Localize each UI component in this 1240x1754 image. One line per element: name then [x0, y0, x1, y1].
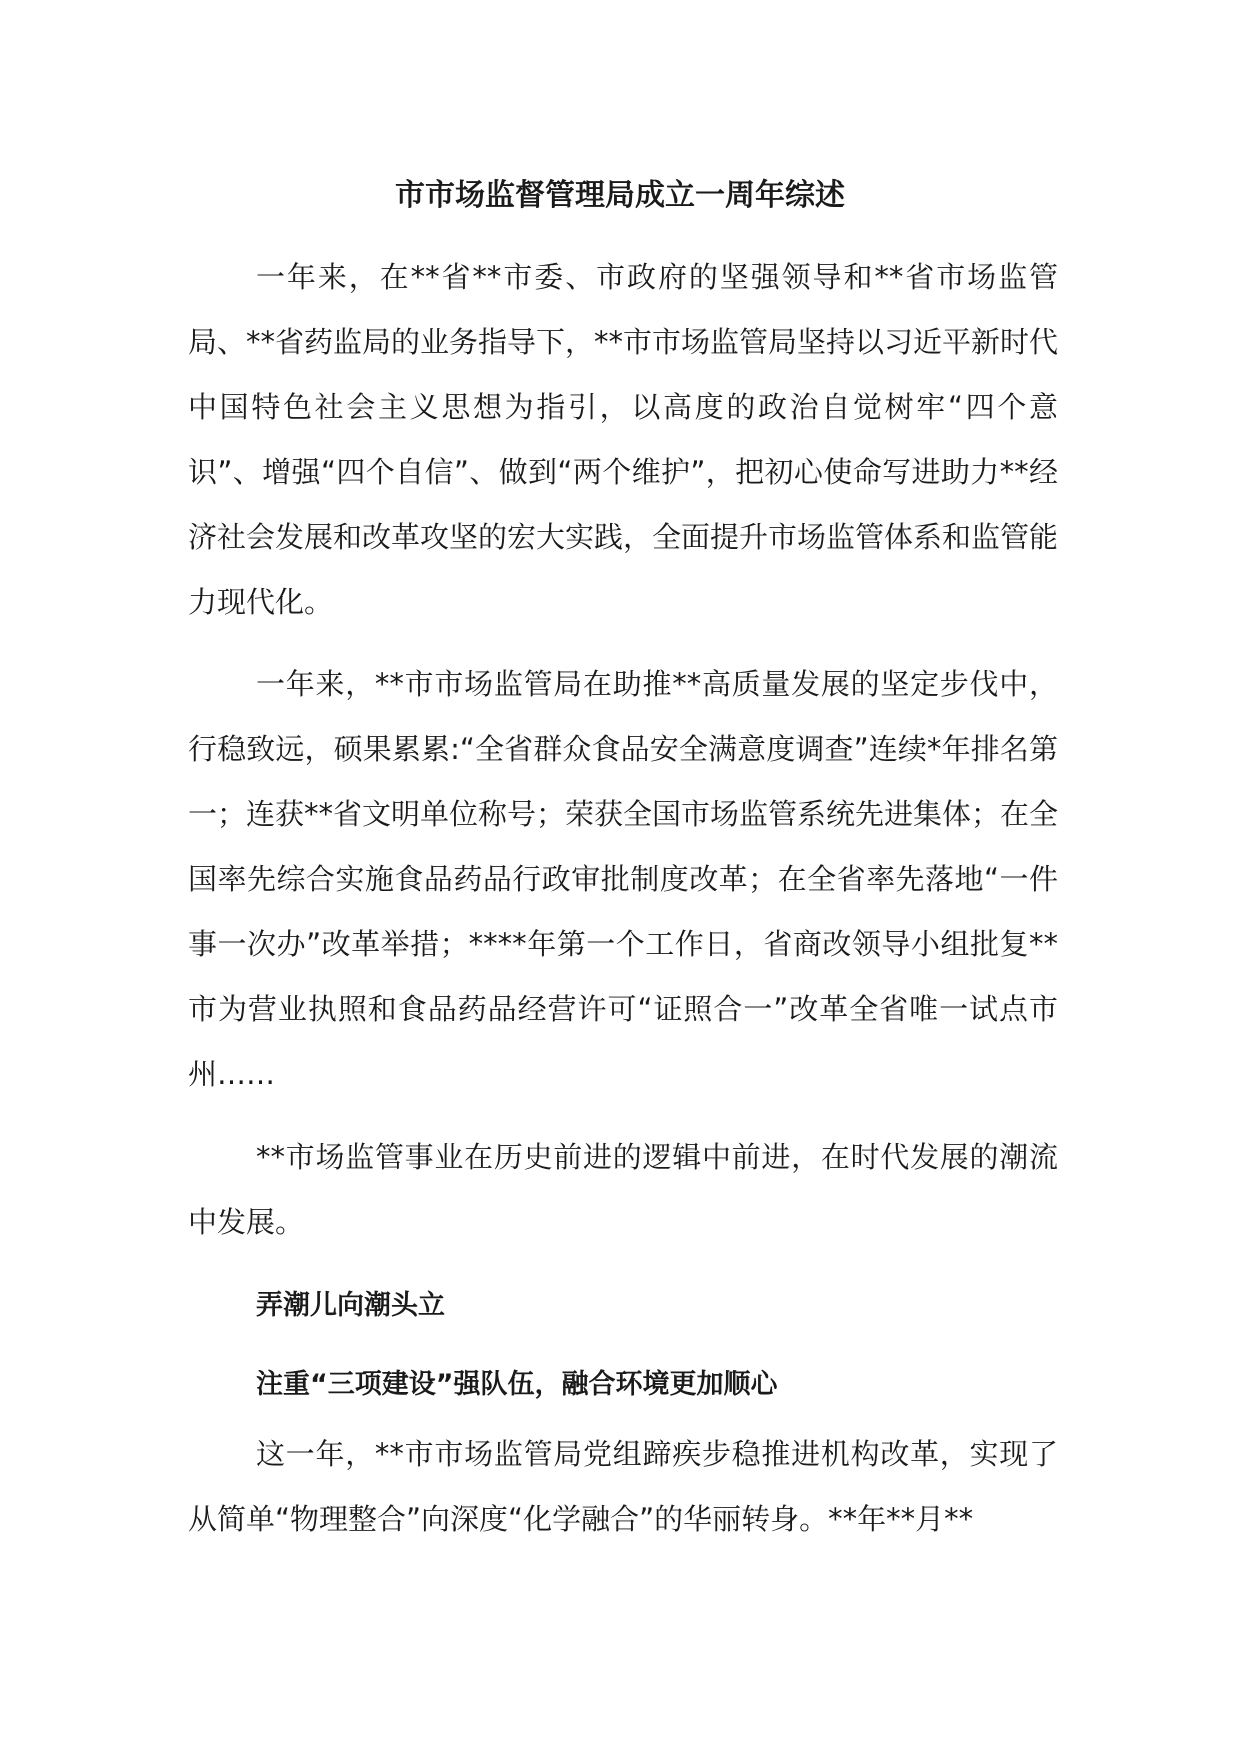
- section-heading: 弄潮儿向潮头立: [256, 1290, 445, 1321]
- document-title: 市市场监督管理局成立一周年综述: [395, 178, 845, 213]
- paragraph-achievements: 一年来，**市市场监管局在助推**高质量发展的坚定步伐中，行稳致远，硕果累累:“全省群众食品安全满意度调查”连续*年排名第一；连获**省文明单位称号；荣获全国市场监管系统先进集体；在全国率先综合实施食品药品行政审批制度改革；在全省率先落地“一件事一次办”改革举措；****年第一个工作日，省商改领导小组批复**市为营业执照和食品药品经营许可“证照合一”改革全省唯一试点市州……: [188, 667, 1059, 1091]
- paragraph-progress: **市场监管事业在历史前进的逻辑中前进，在时代发展的潮流中发展。: [188, 1140, 1058, 1239]
- paragraph-intro: 一年来，在**省**市委、市政府的坚强领导和**省市场监管局、**省药监局的业务指导下，**市市场监管局坚持以习近平新时代中国特色社会主义思想为指引，以高度的政治自觉树牢“四个意识”、增强“四个自信”、做到“两个维护”，把初心使命写进助力**经济社会发展和改革攻坚的宏大实践，全面提升市场监管体系和监管能力现代化。: [188, 260, 1059, 619]
- paragraph-reform: 这一年，**市市场监管局党组蹄疾步稳推进机构改革，实现了从简单“物理整合”向深度“化学融合”的华丽转身。**年**月**: [188, 1437, 1058, 1536]
- subsection-heading: 注重“三项建设”强队伍，融合环境更加顺心: [256, 1369, 778, 1400]
